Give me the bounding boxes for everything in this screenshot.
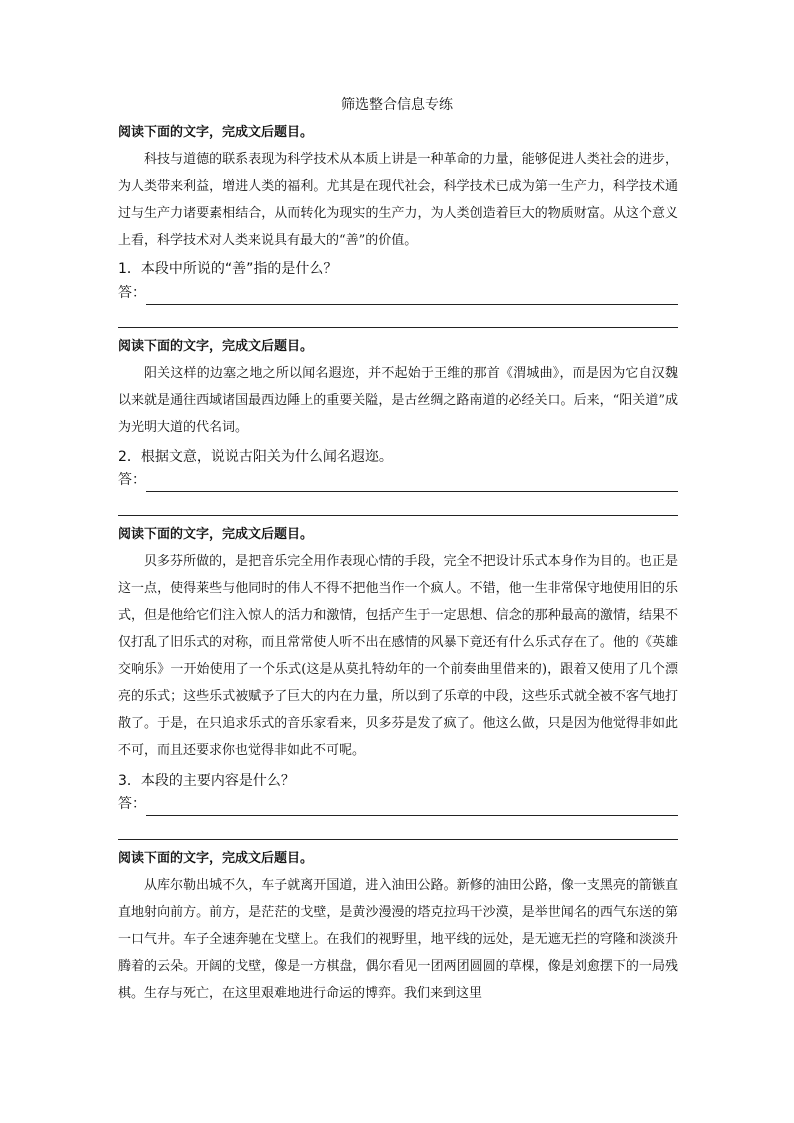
answer-line-extra[interactable]	[118, 515, 678, 516]
question-2: 2．根据文意，说说古阳关为什么闻名遐迩。	[118, 449, 393, 465]
passage-2: 阳关这样的边塞之地之所以闻名遐迩，并不起始于王维的那首《渭城曲》，而是因为它自汉魏以来就是通往西域诸国最西边陲上的重要关隘，是古丝绸之路南道的必经关口。后来，“阳关道”成为光明大道的代名词。	[118, 366, 678, 435]
answer-3[interactable]	[118, 794, 678, 816]
answer-line[interactable]	[146, 491, 678, 492]
answer-line[interactable]	[146, 304, 678, 305]
answer-1[interactable]	[118, 283, 678, 305]
page-title: 筛选整合信息专练	[341, 97, 453, 113]
question-1: 1．本段中所说的“善”指的是什么？	[118, 261, 338, 277]
answer-2[interactable]	[118, 470, 678, 492]
answer-line-extra[interactable]	[118, 839, 678, 840]
question-3: 3．本段的主要内容是什么？	[118, 773, 295, 789]
answer-label: 答：	[118, 472, 146, 488]
instruction-2: 阅读下面的文字，完成文后题目。	[118, 339, 314, 354]
passage-3: 贝多芬所做的，是把音乐完全用作表现心情的手段，完全不把设计乐式本身作为目的。也正是这一点，使得莱些与他同时的伟人不得不把他当作一个疯人。不错，他一生非常保守地使用旧的乐式，但是他给它们注入惊人的活力和激情，包括产生于一定思想、信念的那种最高的激情，结果不仅打乱了旧乐式的对称，而且常常使人听不出在感情的风暴下竟还有什么乐式存在了。他的《英雄交响乐》一开始使用了一个乐式(这是从莫扎特幼年的一个前奏曲里借来的)，跟着又使用了几个漂亮的乐式；这些乐式被赋予了巨大的内在力量，所以到了乐章的中段，这些乐式就全被不客气地打散了。于是，在只追求乐式的音乐家看来，贝多芬是发了疯了。他这么做，只是因为他觉得非如此不可，而且还要求你也觉得非如此不可呢。	[118, 554, 678, 758]
answer-line-extra[interactable]	[118, 327, 678, 328]
answer-label: 答：	[118, 796, 146, 812]
instruction-3: 阅读下面的文字，完成文后题目。	[118, 527, 314, 542]
instruction-4: 阅读下面的文字，完成文后题目。	[118, 851, 314, 866]
passage-1: 科技与道德的联系表现为科学技术从本质上讲是一种革命的力量，能够促进人类社会的进步，为人类带来利益，增进人类的福利。尤其是在现代社会，科学技术已成为第一生产力，科学技术通过与生产力诸要素相结合，从而转化为现实的生产力，为人类创造着巨大的物质财富。从这个意义上看，科学技术对人类来说具有最大的“善”的价值。	[118, 152, 678, 248]
answer-label: 答：	[118, 285, 146, 301]
instruction-1: 阅读下面的文字，完成文后题目。	[118, 125, 314, 140]
answer-line[interactable]	[146, 815, 678, 816]
passage-4: 从库尔勒出城不久，车子就离开国道，进入油田公路。新修的油田公路，像一支黑亮的箭镞直直地射向前方。前方，是茫茫的戈壁，是黄沙漫漫的塔克拉玛干沙漠，是举世闻名的西气东送的第一口气井。车子全速奔驰在戈壁上。在我们的视野里，地平线的远处，是无遮无拦的穹隆和淡淡升腾着的云朵。开阔的戈壁，像是一方棋盘，偶尔看见一团两团圆圆的草棵，像是刘愈摆下的一局残棋。生存与死亡，在这里艰难地进行命运的博弈。我们来到这里	[118, 878, 678, 1001]
